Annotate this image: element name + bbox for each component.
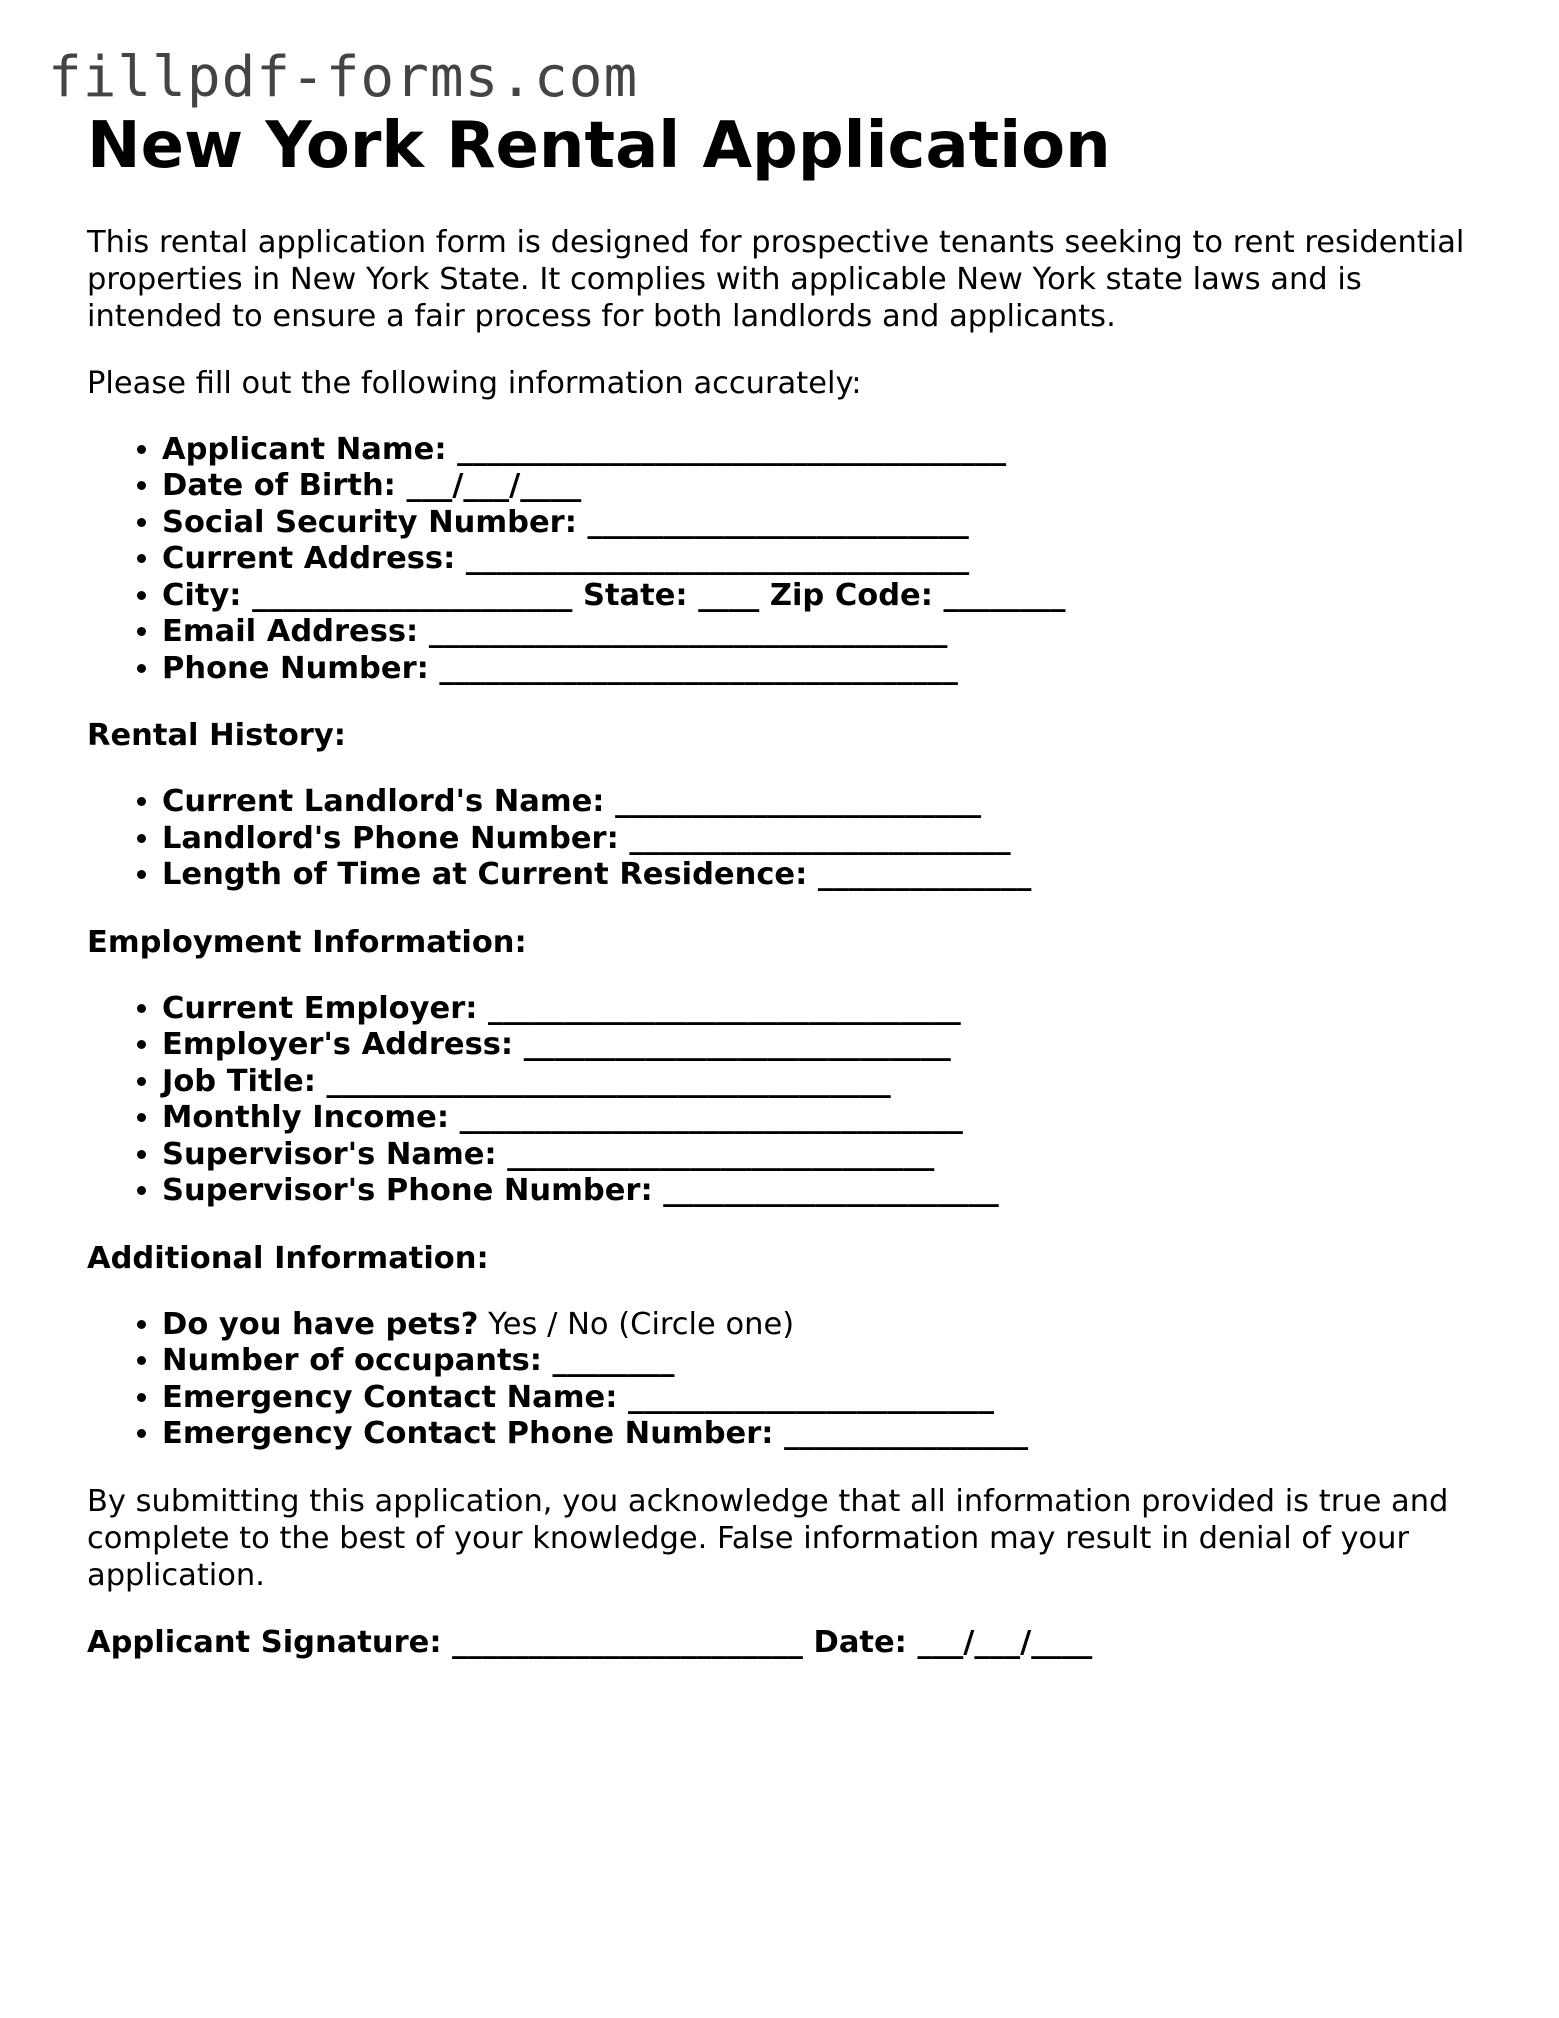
additional-info-heading: Additional Information:: [87, 1240, 489, 1276]
emergency-contact-name-field[interactable]: • Emergency Contact Name: ________________________: [162, 1380, 1487, 1417]
pets-question[interactable]: [162, 1307, 1487, 1344]
ssn-field[interactable]: • Social Security Number: _________________________: [162, 505, 1487, 542]
zip-code-field[interactable]: Zip Code: ________: [769, 577, 1066, 613]
form-document: [87, 110, 1487, 1661]
signature-row: [87, 1624, 1487, 1661]
date-of-birth-field[interactable]: • Date of Birth: ___/___/____: [162, 468, 1487, 505]
emergency-contact-phone-field[interactable]: • Emergency Contact Phone Number: ________________: [162, 1416, 1487, 1453]
email-address-field[interactable]: • Email Address: __________________________________: [162, 614, 1487, 651]
acknowledgement-paragraph: By submitting this application, you acknowledge that all information provided is true and complete to the best of your knowledge. False information may result in denial of your application.: [87, 1483, 1449, 1593]
rental-history-heading: Rental History:: [87, 718, 346, 754]
residence-length-field[interactable]: • Length of Time at Current Residence: ______________: [162, 857, 1487, 894]
form-title: New York Rental Application: [87, 109, 1111, 183]
applicant-name-field[interactable]: • Applicant Name: ____________________________________: [162, 432, 1487, 469]
phone-number-field[interactable]: • Phone Number: __________________________________: [162, 651, 1487, 688]
pets-options[interactable]: Yes / No (Circle one): [478, 1306, 795, 1342]
supervisor-phone-field[interactable]: • Supervisor's Phone Number: ______________________: [162, 1173, 1487, 1210]
instruction-text: Please fill out the following information accurately:: [87, 365, 862, 401]
intro-paragraph: This rental application form is designed for prospective tenants seeking to rent residential properties in New York State. It complies with applicable New York state laws and is intended to ensure a fair process for both landlords and applicants.: [87, 224, 1465, 334]
signature-date-field[interactable]: Date: ___/___/____: [813, 1624, 1093, 1660]
employment-list: [87, 991, 1487, 1210]
employer-address-field[interactable]: • Employer's Address: ____________________________: [162, 1027, 1487, 1064]
site-watermark: fillpdf-forms.com: [48, 45, 639, 110]
current-address-field[interactable]: • Current Address: _________________________________: [162, 541, 1487, 578]
state-field[interactable]: State: ____: [583, 577, 760, 613]
supervisor-name-field[interactable]: • Supervisor's Name: ____________________________: [162, 1137, 1487, 1174]
landlord-name-field[interactable]: • Current Landlord's Name: ________________________: [162, 784, 1487, 821]
employment-heading: Employment Information:: [87, 924, 527, 960]
monthly-income-field[interactable]: • Monthly Income: _________________________________: [162, 1100, 1487, 1137]
occupants-field[interactable]: • Number of occupants: ________: [162, 1343, 1487, 1380]
rental-history-list: [87, 784, 1487, 894]
additional-info-list: [87, 1307, 1487, 1453]
landlord-phone-field[interactable]: • Landlord's Phone Number: _________________________: [162, 821, 1487, 858]
applicant-info-list: [87, 432, 1487, 688]
applicant-signature-field[interactable]: Applicant Signature: _______________________: [87, 1624, 803, 1660]
city-state-zip-row: [162, 578, 1487, 615]
job-title-field[interactable]: • Job Title: _____________________________________: [162, 1064, 1487, 1101]
city-field[interactable]: City: _____________________: [162, 577, 573, 613]
pets-label: Do you have pets?: [162, 1306, 479, 1342]
current-employer-field[interactable]: • Current Employer: _______________________________: [162, 991, 1487, 1028]
